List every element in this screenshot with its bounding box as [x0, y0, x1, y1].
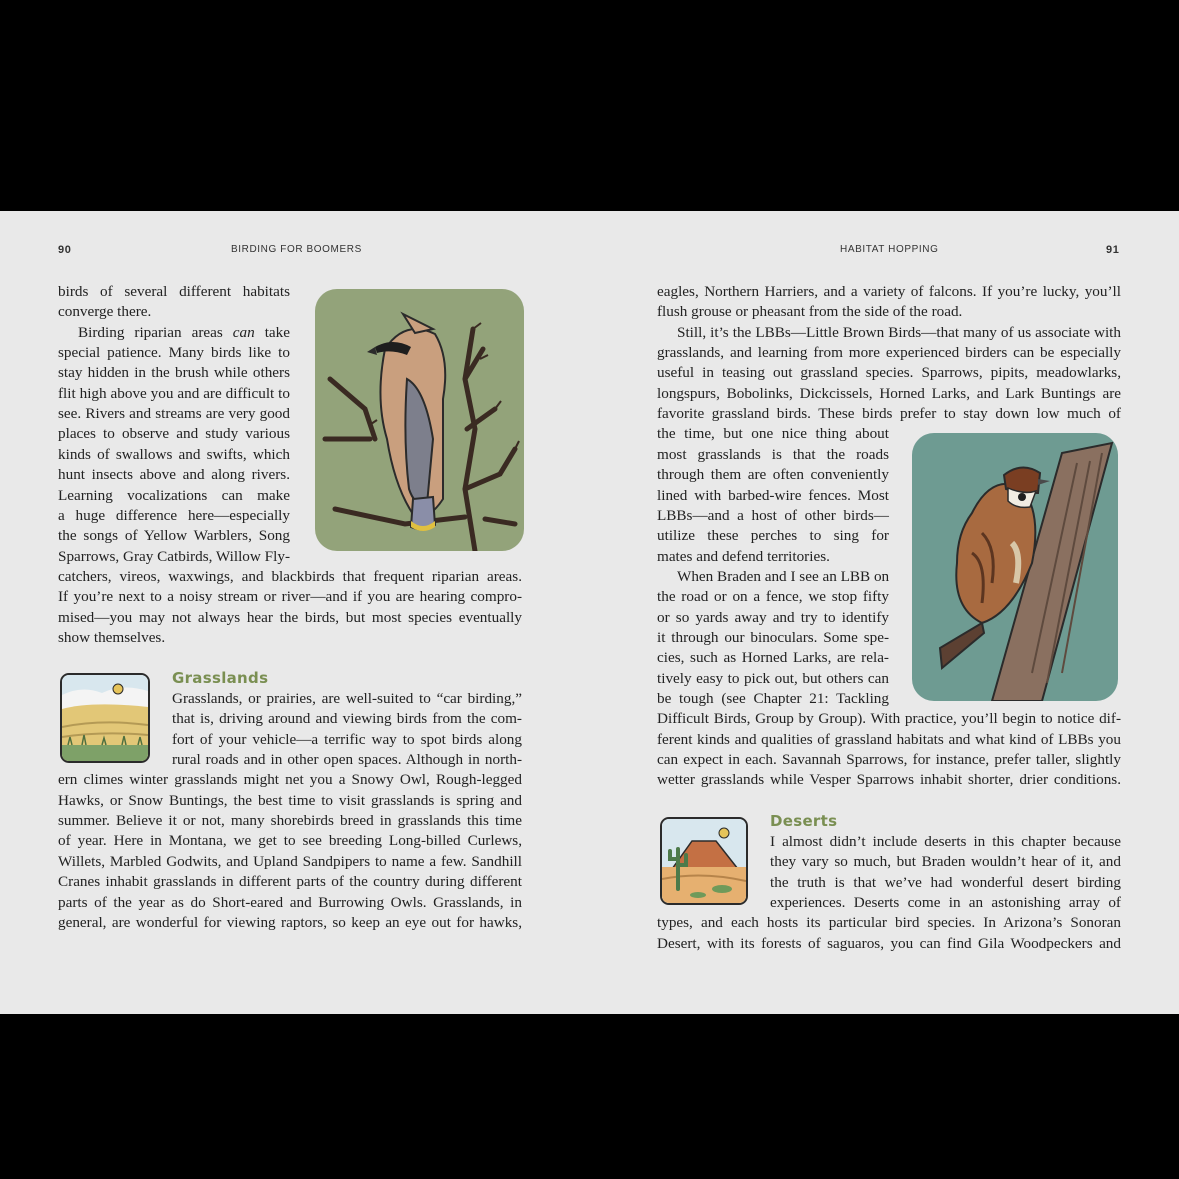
text-line: rural roads and in other open spaces. Although in north- — [172, 751, 522, 769]
text-line: most grasslands is that the roads — [657, 445, 889, 463]
text-line: cies, such as Horned Larks, are rela- — [657, 649, 889, 667]
text-line: longspurs, Bobolinks, Dickcissels, Horned Larks, and Lark Buntings are — [657, 384, 1121, 402]
text-line: LBBs—and a host of other birds— — [657, 506, 889, 524]
text-line: ern climes winter grasslands might net you a Snowy Owl, Rough-legged — [58, 771, 522, 789]
desert-icon — [660, 817, 748, 905]
running-head-right: HABITAT HOPPING — [840, 244, 939, 255]
text-line: tively easy to pick out, but others can — [657, 669, 889, 687]
grasslands-heading: Grasslands — [172, 669, 269, 687]
text-line: that is, driving around and viewing birds from the com- — [172, 710, 522, 728]
text-line: Learning vocalizations can make — [58, 486, 290, 504]
running-head-left: BIRDING FOR BOOMERS — [231, 244, 362, 255]
text-line: be tough (see Chapter 21: Tackling — [657, 690, 889, 707]
text-line: Hawks, or Snow Buntings, the best time to visit grasslands is spring and — [58, 791, 522, 809]
text-line: show themselves. — [58, 628, 166, 646]
text-line: summer. Believe it or not, many shorebirds breed in grasslands this time — [58, 812, 522, 830]
text-line: birds of several different habitats — [58, 283, 290, 300]
text-line: through them are often conveniently — [657, 466, 889, 484]
text-line: When Braden and I see an LBB on — [677, 567, 890, 585]
text-line: the road or on a fence, we stop fifty — [657, 588, 889, 606]
text-line: places to observe and study various — [58, 425, 290, 443]
text-line: mised—you may not always hear the birds, but most species eventually — [58, 608, 522, 626]
text-line: a huge difference here—especially — [58, 506, 290, 524]
grassland-icon — [60, 673, 150, 763]
text-line: types, and each hosts its particular bird species. In Arizona’s Sonoran — [657, 914, 1121, 932]
page-number-left: 90 — [58, 244, 72, 256]
text-line: the songs of Yellow Warblers, Song — [58, 527, 290, 545]
text-line: converge there. — [58, 303, 152, 321]
text-line: If you’re next to a noisy stream or river—and if you are hearing compro- — [58, 588, 522, 606]
text-line: kinds of swallows and swifts, which — [58, 445, 290, 463]
text-line: or so yards away and try to identify — [657, 608, 889, 626]
text-line: hunt insects above and along rivers. — [58, 466, 290, 484]
text-line: special patience. Many birds like to — [58, 344, 290, 362]
text-line: wetter grasslands while Vesper Sparrows inhabit shorter, drier conditions. — [657, 771, 1121, 789]
text-line: it through our binoculars. Some spe- — [657, 628, 889, 646]
text-line: of year. Here in Montana, we get to see breeding Long-billed Curlews, — [58, 832, 522, 850]
text-line: Sparrows, Gray Catbirds, Willow Fly- — [58, 547, 290, 565]
sparrow-illustration — [912, 433, 1118, 701]
text-line: can expect in each. Savannah Sparrows, for instance, prefer taller, slightly — [657, 751, 1121, 769]
text-line: general, are wonderful for viewing raptors, so keep an eye out for hawks, — [58, 913, 522, 931]
text-line: stay hidden in the brush while others — [58, 364, 290, 382]
text-line: I almost didn’t include deserts in this chapter because — [770, 833, 1121, 850]
text-line: Cranes inhabit grasslands in different parts of the country during different — [58, 873, 522, 891]
text-line: flush grouse or pheasant from the side of the road. — [657, 303, 963, 321]
text-line: fort of your vehicle—a terrific way to spot birds along — [172, 730, 522, 748]
text-line: mates and defend territories. — [657, 547, 830, 565]
text-line: Still, it’s the LBBs—Little Brown Birds—that many of us associate with — [677, 323, 1121, 341]
page-number-right: 91 — [1106, 244, 1120, 256]
text-line: ferent kinds and qualities of grassland habitats and what kind of LBBs you — [657, 730, 1121, 748]
text-line: Birding riparian areas can take — [78, 323, 290, 341]
text-line: eagles, Northern Harriers, and a variety of falcons. If you’re lucky, you’ll — [657, 283, 1121, 300]
cedar-waxwing-illustration — [315, 289, 524, 551]
text-line: useful in teasing out grassland species. Sparrows, pipits, meadowlarks, — [657, 364, 1121, 382]
deserts-heading: Deserts — [770, 812, 838, 830]
text-line: catchers, vireos, waxwings, and blackbirds that frequent riparian areas. — [58, 567, 522, 585]
text-line: favorite grassland birds. These birds prefer to stay down low much of — [657, 405, 1121, 423]
text-line: they vary so much, but Braden wouldn’t hear of it, and — [770, 853, 1121, 871]
text-line: Desert, with its forests of saguaros, you can find Gila Woodpeckers and — [657, 934, 1121, 952]
text-line: grasslands, and learning from more experienced birders can be especially — [657, 344, 1121, 362]
text-line: parts of the year as do Short-eared and Burrowing Owls. Grasslands, in — [58, 893, 522, 911]
text-line: Grasslands, or prairies, are well-suited to “car birding,” — [172, 690, 522, 707]
text-line: experiences. Deserts come in an astonishing array of — [770, 894, 1121, 912]
book-spread — [0, 211, 1179, 1014]
text-line: Willets, Marbled Godwits, and Upland Sandpipers to name a few. Sandhill — [58, 852, 522, 870]
text-line: the truth is that we’ve had wonderful desert birding — [770, 873, 1121, 891]
text-line: Difficult Birds, Group by Group). With practice, you’ll begin to notice dif- — [657, 710, 1121, 728]
text-line: the time, but one nice thing about — [657, 425, 889, 443]
text-line: lined with barbed-wire fences. Most — [657, 486, 889, 504]
text-line: utilize these perches to sing for — [657, 527, 889, 545]
text-line: flit high above you and are difficult to — [58, 384, 290, 402]
text-line: see. Rivers and streams are very good — [58, 405, 290, 423]
